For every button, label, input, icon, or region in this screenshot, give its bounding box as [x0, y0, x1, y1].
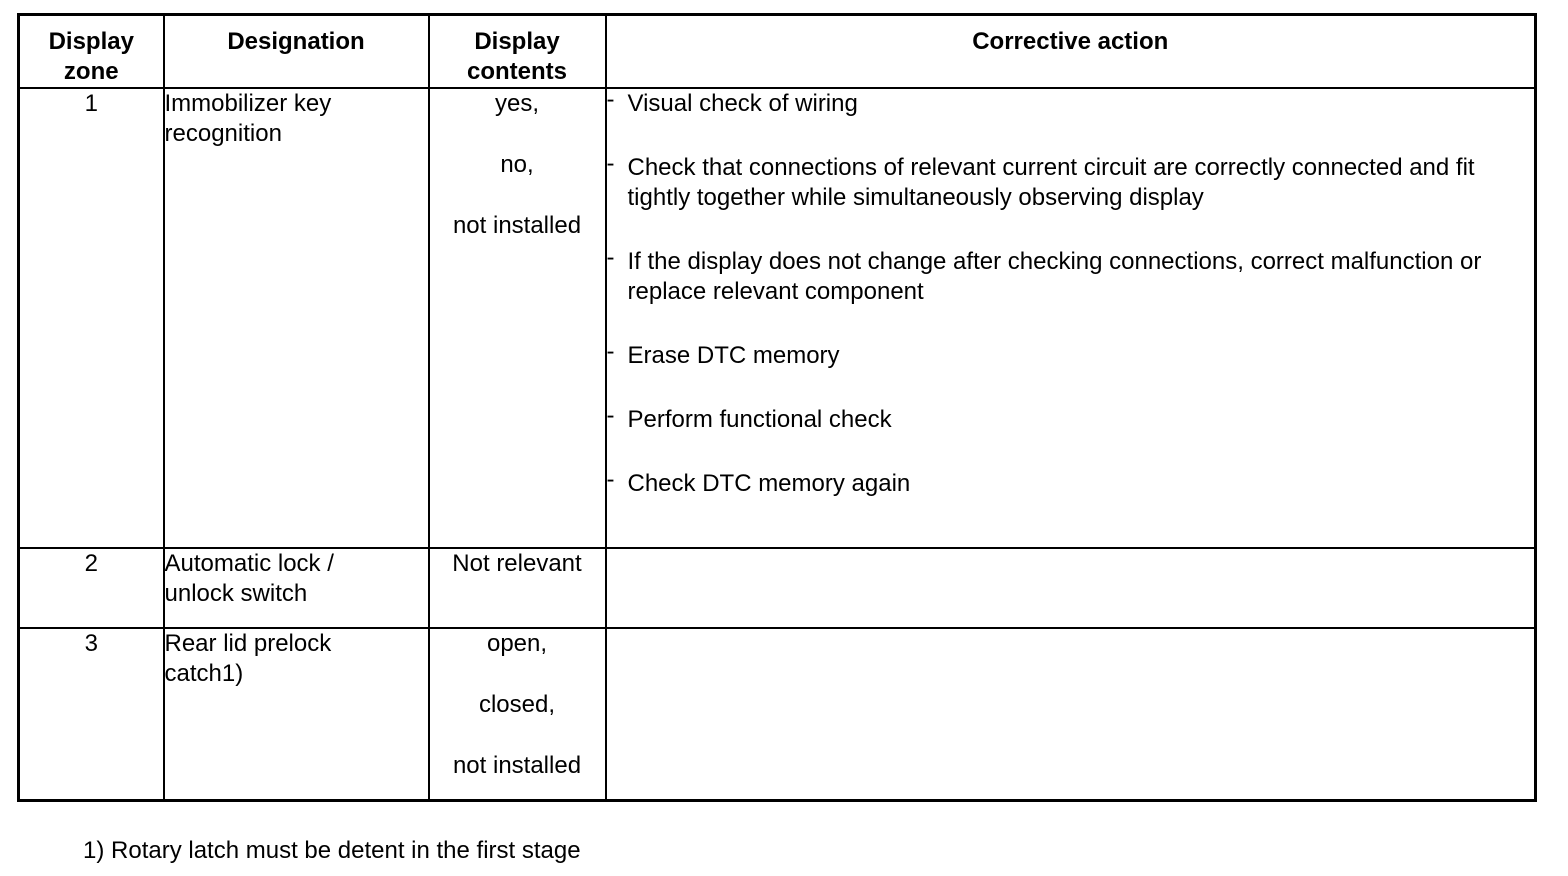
header-display-contents: Display contents — [429, 15, 606, 89]
display-value: no, — [500, 151, 534, 178]
table-row — [19, 548, 1536, 628]
list-item: - If the display does not change after checking connections, correct malfunction or replace relevant component — [606, 244, 1482, 305]
header-row — [19, 15, 1536, 89]
list-item: - Visual check of wiring — [606, 86, 858, 117]
display-value: closed, — [478, 691, 556, 718]
dash-marker: - — [606, 338, 615, 365]
list-item: - Check DTC memory again — [606, 466, 911, 497]
corrective-action-cell — [606, 88, 1536, 548]
display-contents-cell — [429, 88, 606, 548]
header-corrective-action: Corrective action — [606, 15, 1536, 89]
designation-cell: Rear lid prelock catch1) — [164, 628, 429, 801]
corrective-action-list — [606, 86, 1535, 499]
designation-cell: Automatic lock / unlock switch — [164, 548, 429, 628]
display-contents-cell — [429, 628, 606, 801]
list-item: - Erase DTC memory — [606, 338, 840, 369]
header-designation: Designation — [164, 15, 429, 89]
footnote: 1) Rotary latch must be detent in the first stage — [83, 837, 581, 864]
display-value: not installed — [452, 212, 582, 239]
dash-marker: - — [606, 466, 615, 493]
dash-marker: - — [606, 402, 615, 429]
table-row — [19, 88, 1536, 548]
header-display-zone: Display zone — [19, 15, 164, 89]
list-item: - Perform functional check — [606, 402, 892, 433]
display-contents-cell — [429, 548, 606, 628]
zone-cell: 3 — [19, 628, 164, 801]
dash-marker: - — [606, 244, 615, 271]
display-value: not installed — [452, 752, 582, 779]
zone-cell: 2 — [19, 548, 164, 628]
display-value: Not relevant — [452, 550, 582, 577]
display-value: yes, — [494, 90, 539, 117]
dash-marker: - — [606, 86, 615, 113]
dash-marker: - — [606, 150, 615, 177]
zone-cell: 1 — [19, 88, 164, 548]
designation-cell: Immobilizer key recognition — [164, 88, 429, 548]
list-item: - Check that connections of relevant current circuit are correctly connected and fit tightly together while simultaneously observing display — [606, 150, 1475, 211]
corrective-action-cell — [606, 628, 1536, 801]
table-row — [19, 628, 1536, 801]
diagnostic-table — [17, 13, 1537, 802]
corrective-action-cell — [606, 548, 1536, 628]
display-value: open, — [486, 630, 548, 657]
